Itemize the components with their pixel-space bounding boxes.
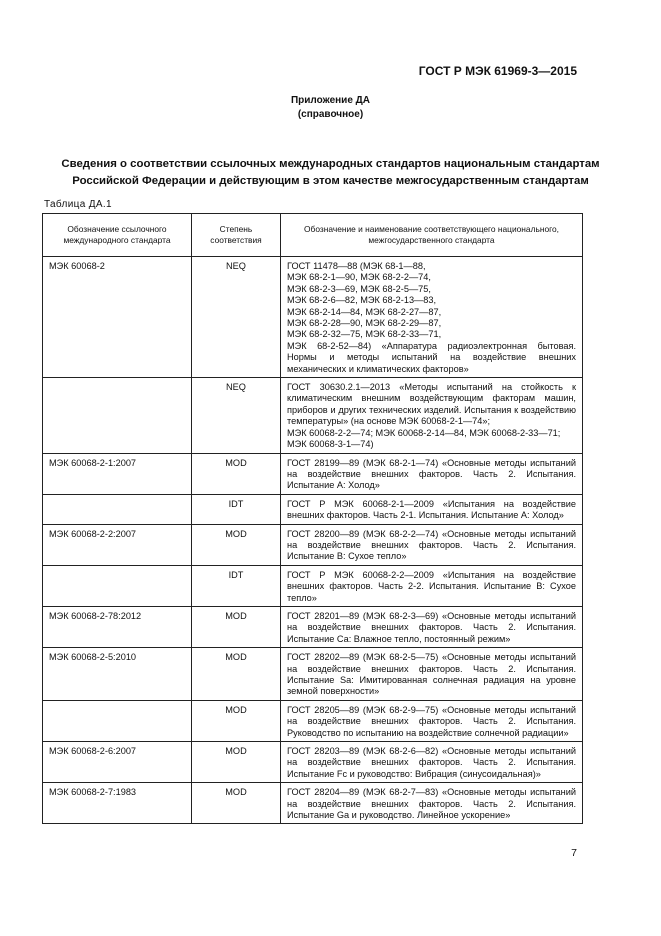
cell-international-standard bbox=[43, 494, 192, 524]
title-line-2: Российской Федерации и действующим в этом качестве межгосударственным стандартам bbox=[72, 175, 589, 187]
table-header-row bbox=[43, 214, 583, 257]
appendix-kind: (справочное) bbox=[297, 109, 364, 120]
header-national-standard: Обозначение и наименование соответствующего национального, межгосударственного стандарта bbox=[281, 214, 583, 257]
cell-text-line: МЭК 68-2-3—69, МЭК 68-2-5—75, bbox=[287, 283, 431, 294]
table-row bbox=[43, 565, 583, 606]
cell-international-standard: МЭК 60068-2-1:2007 bbox=[43, 453, 192, 494]
table-row bbox=[43, 257, 583, 378]
cell-text-line: ГОСТ 28204—89 (МЭК 68-2-7—83) «Основные методы испытаний на воздействие внешних факторов. Часть 2. Испытания. Испытание Ga и руководство. Линейное ускорение» bbox=[287, 787, 576, 821]
cell-degree: IDT bbox=[192, 494, 281, 524]
cell-international-standard: МЭК 60068-2-2:2007 bbox=[43, 524, 192, 565]
cell-text-line: ГОСТ 28202—89 (МЭК 68-2-5—75) «Основные методы испытаний на воздействие внешних факторов. Часть 2. Испытания. Испытание Sa: Имитированная солнечная радиация на уровне земной поверхности» bbox=[287, 652, 576, 697]
page-number: 7 bbox=[571, 847, 577, 859]
cell-text-line: МЭК 68-2-6—82, МЭК 68-2-13—83, bbox=[287, 295, 437, 306]
cell-text-line: МЭК 68-2-1—90, МЭК 68-2-2—74, bbox=[287, 272, 431, 283]
appendix-name: Приложение ДА bbox=[290, 95, 371, 106]
cell-degree: NEQ bbox=[192, 257, 281, 378]
table-row bbox=[43, 783, 583, 824]
table-row bbox=[43, 742, 583, 783]
table-label: Таблица ДА.1 bbox=[44, 199, 112, 210]
cell-international-standard: МЭК 60068-2-5:2010 bbox=[43, 648, 192, 701]
cell-text-line: ГОСТ Р МЭК 60068-2-1—2009 «Испытания на воздействие внешних факторов. Часть 2-1. Испытания. Испытание А: Холод» bbox=[287, 498, 576, 521]
cell-degree: NEQ bbox=[192, 378, 281, 453]
table-row bbox=[43, 494, 583, 524]
cell-text-line: МЭК 68-2-52—84) «Аппаратура радиоэлектронная бытовая. Нормы и методы испытаний на воздействие внешних механических и климатических факторов» bbox=[287, 340, 576, 374]
cell-text-line: ГОСТ 28205—89 (МЭК 68-2-9—75) «Основные методы испытаний на воздействие внешних факторов. Часть 2. Испытания. Руководство по испытанию на воздействие солнечной радиации» bbox=[287, 704, 576, 738]
document-code: ГОСТ Р МЭК 61969-3—2015 bbox=[418, 64, 577, 78]
cell-national-standard bbox=[281, 606, 583, 647]
cell-text-line: МЭК 68-2-14—84, МЭК 68-2-27—87, bbox=[287, 306, 442, 317]
cell-national-standard bbox=[281, 742, 583, 783]
cell-degree: MOD bbox=[192, 700, 281, 741]
cell-text-line: ГОСТ 28201—89 (МЭК 68-2-3—69) «Основные методы испытаний на воздействие внешних факторов. Часть 2. Испытания. Испытание Са: Влажное тепло, постоянный режим» bbox=[287, 610, 576, 644]
cell-national-standard bbox=[281, 565, 583, 606]
cell-text-line: МЭК 60068-3-1—74) bbox=[287, 439, 374, 450]
cell-text-line: ГОСТ 30630.2.1—2013 «Методы испытаний на стойкость к климатическим внешним воздействующим факторам машин, приборов и других технических изделий. Испытания к воздействию температуры» (на основе МЭК 60068-2-1—74»; bbox=[287, 382, 576, 427]
cell-national-standard bbox=[281, 378, 583, 453]
cell-text-line: ГОСТ 28199—89 (МЭК 68-2-1—74) «Основные методы испытаний на воздействие внешних факторов. Часть 2. Испытания. Испытание А: Холод» bbox=[287, 457, 576, 491]
cell-national-standard bbox=[281, 494, 583, 524]
cell-text-line: ГОСТ 28203—89 (МЭК 68-2-6—82) «Основные методы испытаний на воздействие внешних факторов. Часть 2. Испытания. Испытание Fc и руководство: Вибрация (синусоидальная)» bbox=[287, 746, 576, 779]
cell-international-standard: МЭК 60068-2-6:2007 bbox=[43, 742, 192, 783]
cell-degree: MOD bbox=[192, 742, 281, 783]
cell-international-standard bbox=[43, 378, 192, 453]
table-row bbox=[43, 453, 583, 494]
cell-international-standard: МЭК 60068-2 bbox=[43, 257, 192, 378]
cell-degree: MOD bbox=[192, 524, 281, 565]
table-row bbox=[43, 648, 583, 701]
cell-degree: MOD bbox=[192, 783, 281, 824]
cell-text-line: МЭК 68-2-32—75, МЭК 68-2-33—71, bbox=[287, 329, 442, 340]
cell-international-standard: МЭК 60068-2-7:1983 bbox=[43, 783, 192, 824]
cell-text-line: МЭК 68-2-28—90, МЭК 68-2-29—87, bbox=[287, 318, 442, 329]
cell-national-standard bbox=[281, 257, 583, 378]
cell-national-standard bbox=[281, 524, 583, 565]
header-degree: Степень соответствия bbox=[192, 214, 281, 257]
cell-text-line: ГОСТ 11478—88 (МЭК 68-1—88, bbox=[287, 261, 426, 271]
title-line-1: Сведения о соответствии ссылочных международных стандартов национальным стандартам bbox=[61, 158, 600, 170]
correspondence-table bbox=[42, 213, 583, 824]
cell-degree: MOD bbox=[192, 453, 281, 494]
cell-national-standard bbox=[281, 700, 583, 741]
cell-international-standard: МЭК 60068-2-78:2012 bbox=[43, 606, 192, 647]
table-row bbox=[43, 700, 583, 741]
table-row bbox=[43, 524, 583, 565]
header-international-standard: Обозначение ссылочного международного стандарта bbox=[43, 214, 192, 257]
cell-text-line: МЭК 60068-2-2—74; МЭК 60068-2-14—84, МЭК 60068-2-33—71; bbox=[287, 427, 561, 438]
cell-text-line: ГОСТ Р МЭК 60068-2-2—2009 «Испытания на воздействие внешних факторов. Часть 2-2. Испытания. Испытание В: Сухое тепло» bbox=[287, 569, 576, 603]
cell-text-line: ГОСТ 28200—89 (МЭК 68-2-2—74) «Основные методы испытаний на воздействие внешних факторов. Часть 2. Испытания. Испытание В: Сухое тепло» bbox=[287, 528, 576, 562]
cell-degree: IDT bbox=[192, 565, 281, 606]
cell-international-standard bbox=[43, 565, 192, 606]
cell-degree: MOD bbox=[192, 648, 281, 701]
cell-degree: MOD bbox=[192, 606, 281, 647]
table-row bbox=[43, 606, 583, 647]
cell-international-standard bbox=[43, 700, 192, 741]
appendix-heading bbox=[0, 94, 661, 122]
cell-national-standard bbox=[281, 783, 583, 824]
cell-national-standard bbox=[281, 453, 583, 494]
cell-national-standard bbox=[281, 648, 583, 701]
section-title bbox=[40, 156, 621, 190]
table-row bbox=[43, 378, 583, 453]
